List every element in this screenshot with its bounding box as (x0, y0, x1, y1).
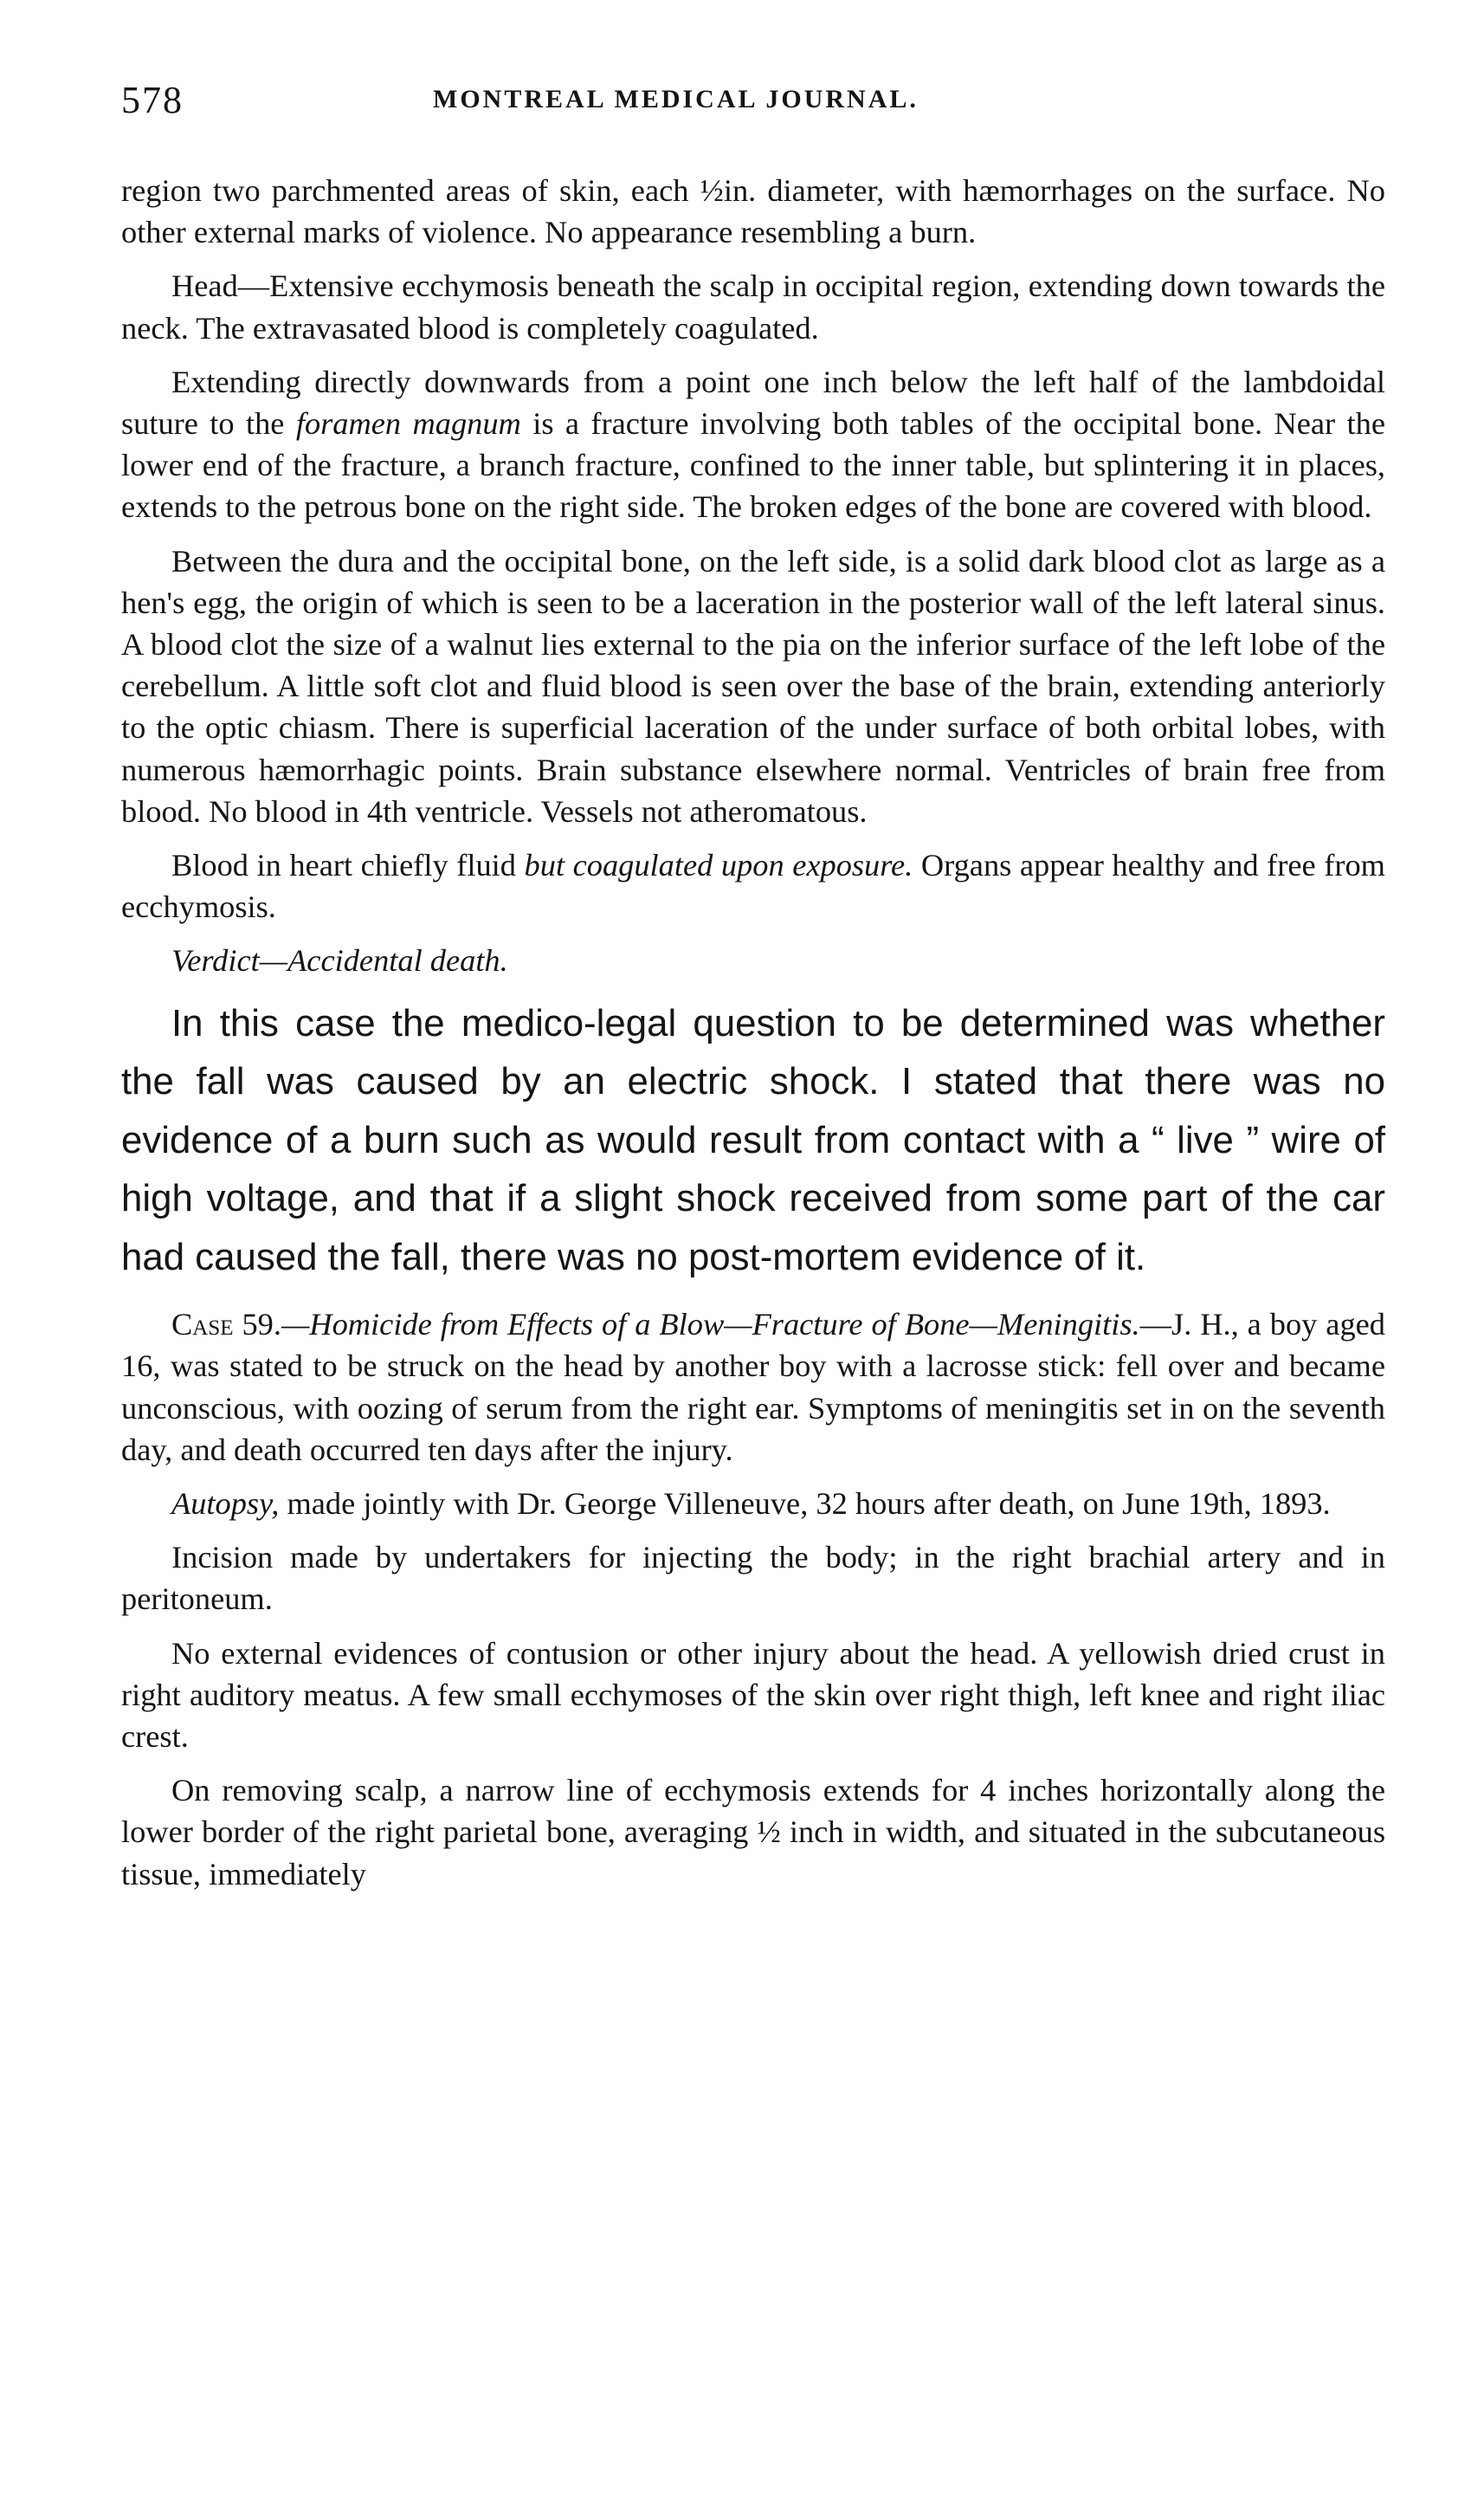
paragraph-text: No external evidences of contusion or other injury about the head. A yellowish dried crust in right auditory meatus. A few small ecchymoses of the skin over right thigh, left knee and right iliac crest. (121, 1635, 1385, 1754)
paragraph-text: Head—Extensive ecchymosis beneath the scalp in occipital region, extending down towards the neck. The extravasated blood is completely coagulated. (121, 268, 1385, 346)
journal-title: MONTREAL MEDICAL JOURNAL. (433, 85, 919, 113)
running-head (121, 78, 1385, 130)
paragraph-incision (121, 1536, 1385, 1620)
paragraph-blood-clot (121, 540, 1385, 832)
paragraph-text-before: Blood in heart chiefly fluid (171, 848, 525, 883)
verdict-text: Verdict—Accidental death. (171, 943, 508, 979)
paragraph-removing-scalp (121, 1769, 1385, 1895)
paragraph-italic-phrase: but coagulated upon exposure. (524, 848, 913, 883)
paragraph-verdict (121, 940, 1385, 981)
paragraph-text: In this case the medico-legal question to be determined was whether the fall was caused by an electric shock. I stated that there was no evidence of a burn such as would result from contact with a “ live ” wire of high voltage, and that if a slight shock received from some part of the car had caused the fall, there was no post-mortem evidence of it. (121, 1001, 1385, 1278)
paragraph-text-before: Extending directly downwards from a point one inch below the left half of the lambdoidal suture to the (121, 364, 1385, 442)
paragraph-medico-legal-question (121, 994, 1385, 1287)
article-body (121, 170, 1385, 1895)
paragraph-text: Between the dura and the occipital bone, on the left side, is a solid dark blood clot as large as a hen's egg, the origin of which is seen to be a laceration in the posterior wall of the left lateral sinus. A blood clot the size of a walnut lies external to the pia on the inferior surface of the left lobe of the cerebellum. A little soft clot and fluid blood is seen over the base of the brain, extending anteriorly to the optic chiasm. There is superficial laceration of the under surface of both orbital lobes, with numerous hæmorrhagic points. Brain substance elsewhere normal. Ventricles of brain free from blood. No blood in 4th ventricle. Vessels not atheromatous. (121, 543, 1385, 829)
paragraph-case-59 (121, 1303, 1385, 1471)
case-heading: —Homicide from Effects of a Blow—Fracture of Bone—Meningitis. (281, 1307, 1140, 1342)
paragraph-text-after: is a fracture involving both tables of the occipital bone. Near the lower end of the fracture, a branch fracture, confined to the inner table, but splintering it in places, extends to the petrous bone on the right side. The broken edges of the bone are covered with blood. (121, 406, 1385, 525)
paragraph-blood-heart (121, 844, 1385, 928)
paragraph-head-ecchymosis (121, 265, 1385, 348)
page-number: 578 (121, 79, 184, 121)
paragraph-skin-findings (121, 170, 1385, 253)
paragraph-autopsy (121, 1483, 1385, 1524)
journal-page (121, 78, 1385, 1907)
paragraph-text: On removing scalp, a narrow line of ecchymosis extends for 4 inches horizontally along the lower border of the right parietal bone, averaging ½ inch in width, and situated in the subcutaneous tissue, immediately (121, 1773, 1385, 1891)
paragraph-text: region two parchmented areas of skin, each ½in. diameter, with hæmorrhages on the surface. No other external marks of violence. No appearance resembling a burn. (121, 173, 1385, 250)
paragraph-fracture (121, 361, 1385, 528)
paragraph-external-evidence (121, 1633, 1385, 1758)
paragraph-text-after: Organs appear healthy and free from ecchymosis. (121, 848, 1385, 925)
autopsy-label: Autopsy, (171, 1485, 280, 1521)
paragraph-text: Incision made by undertakers for injecting the body; in the right brachial artery and in peritoneum. (121, 1540, 1385, 1617)
paragraph-text-after: made jointly with Dr. George Villeneuve, 32 hours after death, on June 19th, 1893. (279, 1485, 1331, 1521)
paragraph-italic-term: foramen magnum (295, 406, 521, 442)
case-label: Case 59. (171, 1307, 281, 1342)
paragraph-text-after: —J. H., a boy aged 16, was stated to be struck on the head by another boy with a lacrosse stick: fell over and became unconscious, with oozing of serum from the right ear. Symptoms of meningitis set in on the seventh day, and death occurred ten days after the injury. (121, 1307, 1385, 1467)
